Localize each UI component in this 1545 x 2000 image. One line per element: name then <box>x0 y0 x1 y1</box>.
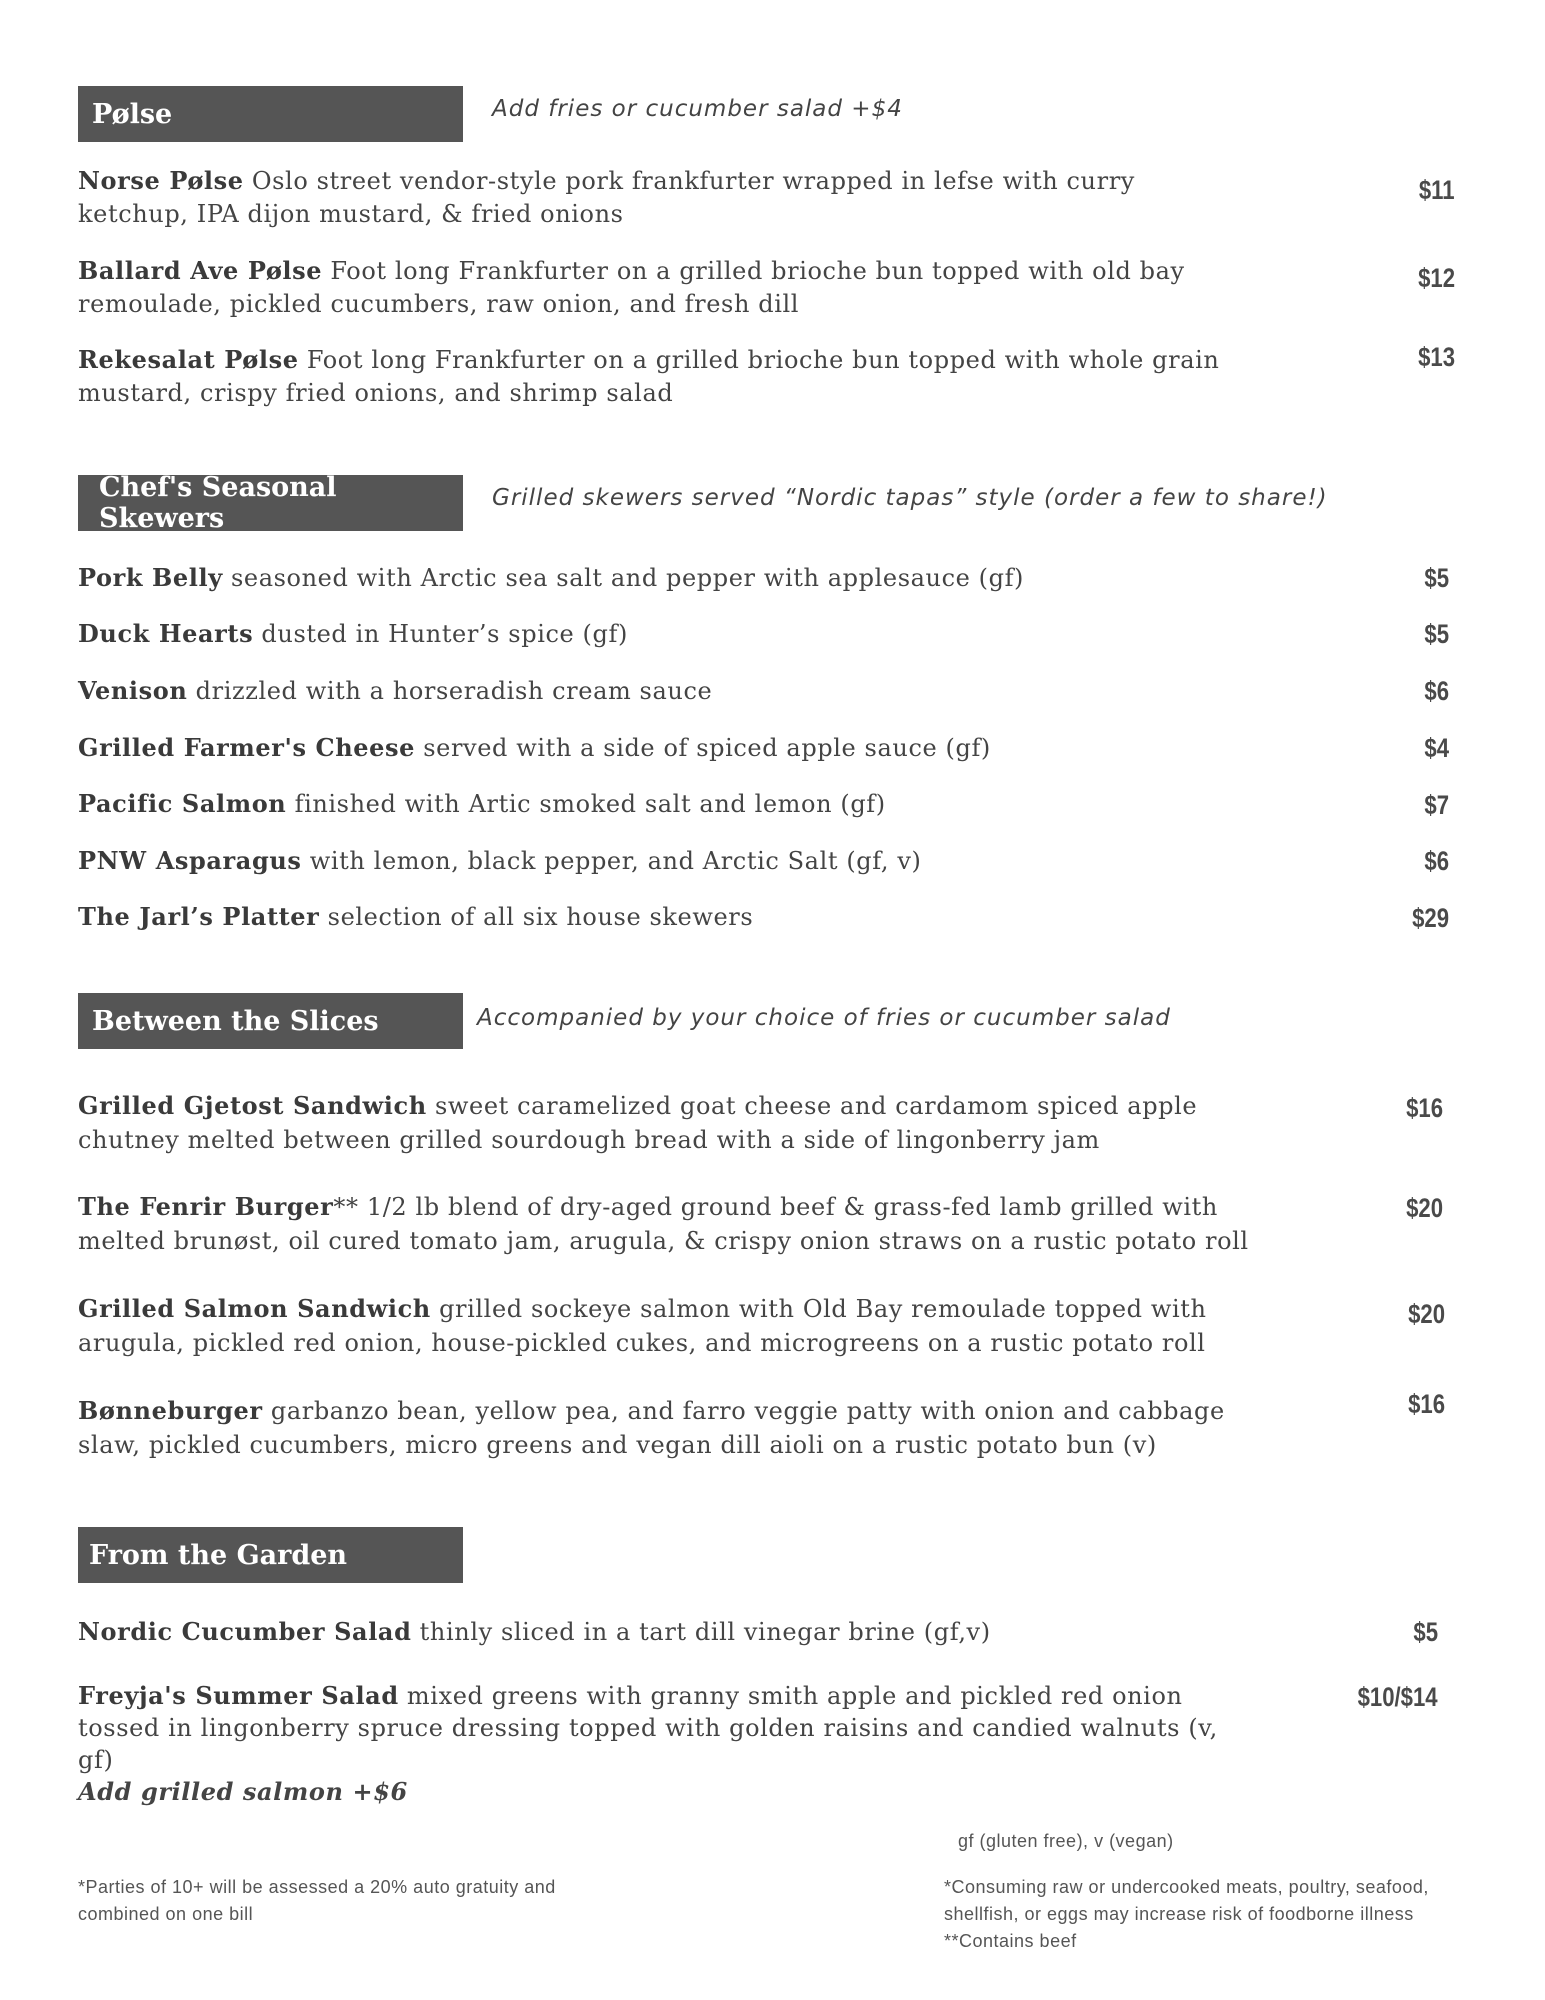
item-name: Venison <box>78 676 188 705</box>
gratuity-line: combined on one bill <box>78 1904 254 1924</box>
item-desc: served with a side of spiced apple sauce (gf) <box>415 734 991 762</box>
menu-item <box>78 254 1198 321</box>
section-note-polse: Add fries or cucumber salad +$4 <box>492 96 903 122</box>
item-price: $11 <box>1419 175 1455 205</box>
item-price: $5 <box>1424 619 1449 649</box>
item-price: $20 <box>1406 1193 1443 1223</box>
item-price: $7 <box>1424 790 1449 820</box>
item-name: The Jarl’s Platter <box>78 902 320 931</box>
menu-item <box>78 617 628 651</box>
item-desc: mixed greens with granny smith apple and pickled red onion tossed in lingonberry spruce dressing topped with golden raisins and candied walnuts (v, gf) <box>78 1682 1218 1774</box>
item-name: Bønneburger <box>78 1396 263 1425</box>
warning-line: *Consuming raw or undercooked meats, poultry, seafood, <box>944 1877 1429 1897</box>
item-name: Grilled Farmer's Cheese <box>78 733 416 762</box>
menu-item <box>78 1615 991 1649</box>
item-name: Rekesalat Pølse <box>78 345 299 374</box>
item-desc: thinly sliced in a tart dill vinegar brine (gf,v) <box>411 1618 991 1646</box>
item-desc: sweet caramelized goat cheese and cardamom spiced apple chutney melted between grilled sourdough bread with a side of lingonberry jam <box>78 1092 1198 1154</box>
item-name: Ballard Ave Pølse <box>78 256 323 285</box>
item-price: $6 <box>1424 846 1449 876</box>
menu-item <box>78 1089 1278 1157</box>
item-desc: garbanzo bean, yellow pea, and farro veggie patty with onion and cabbage slaw, pickled cucumbers, micro greens and vegan dill aioli on a rustic potato bun (v) <box>78 1397 1225 1459</box>
item-price: $16 <box>1408 1389 1445 1419</box>
item-name: Freyja's Summer Salad <box>78 1681 399 1710</box>
section-title-slices: Between the Slices <box>78 993 463 1049</box>
item-addon: Add grilled salmon +$6 <box>78 1777 408 1806</box>
item-name: Pork Belly <box>78 563 223 592</box>
item-desc: Oslo street vendor-style pork frankfurter wrapped in lefse with curry ketchup, IPA dijon mustard, & fried onions <box>78 167 1135 228</box>
warning-line: shellfish, or eggs may increase risk of foodborne illness <box>944 1904 1414 1924</box>
gratuity-note <box>78 1874 556 1928</box>
dietary-legend: gf (gluten free), v (vegan) <box>958 1831 1174 1851</box>
item-price: $13 <box>1418 342 1455 372</box>
item-price: $5 <box>1424 563 1449 593</box>
item-price: $29 <box>1412 903 1449 933</box>
item-name: The Fenrir Burger <box>78 1192 334 1221</box>
section-title-garden: From the Garden <box>78 1527 463 1583</box>
menu-item <box>78 164 1238 231</box>
item-price: $20 <box>1408 1299 1445 1329</box>
menu-item <box>78 1680 1228 1808</box>
item-desc: selection of all six house skewers <box>319 903 754 931</box>
item-price: $5 <box>1413 1617 1438 1647</box>
item-name: Norse Pølse <box>78 166 244 195</box>
item-name: PNW Asparagus <box>78 846 302 875</box>
item-desc: Foot long Frankfurter on a grilled brioche bun topped with old bay remoulade, pickled cucumbers, raw onion, and fresh dill <box>78 257 1185 318</box>
menu-item <box>78 900 753 934</box>
section-title-polse: Pølse <box>78 86 463 142</box>
item-desc: drizzled with a horseradish cream sauce <box>187 677 713 705</box>
menu-item <box>78 1394 1268 1462</box>
item-desc: seasoned with Arctic sea salt and pepper with applesauce (gf) <box>222 564 1025 592</box>
item-price: $12 <box>1418 263 1455 293</box>
item-desc: with lemon, black pepper, and Arctic Salt (gf, v) <box>301 847 922 875</box>
section-note-skewers: Grilled skewers served “Nordic tapas” style (order a few to share!) <box>492 485 1328 511</box>
item-name: Grilled Salmon Sandwich <box>78 1294 431 1323</box>
item-price: $16 <box>1406 1093 1443 1123</box>
menu-item <box>78 1190 1278 1258</box>
menu-item <box>78 787 886 821</box>
item-desc: dusted in Hunter’s spice (gf) <box>253 620 628 648</box>
consumption-warning <box>944 1874 1429 1955</box>
warning-line: **Contains beef <box>944 1931 1077 1951</box>
menu-item <box>78 561 1024 595</box>
item-name: Pacific Salmon <box>78 789 287 818</box>
menu-item <box>78 844 921 878</box>
menu-item <box>78 343 1238 410</box>
item-name: Duck Hearts <box>78 619 254 648</box>
menu-item <box>78 731 991 765</box>
item-desc: finished with Artic smoked salt and lemon (gf) <box>286 790 886 818</box>
item-desc: Foot long Frankfurter on a grilled brioche bun topped with whole grain mustard, crispy fried onions, and shrimp salad <box>78 346 1220 407</box>
item-price: $10/$14 <box>1357 1682 1438 1712</box>
item-price: $6 <box>1424 676 1449 706</box>
menu-item <box>78 674 712 708</box>
gratuity-line: *Parties of 10+ will be assessed a 20% auto gratuity and <box>78 1877 556 1897</box>
section-note-slices: Accompanied by your choice of fries or cucumber salad <box>477 1005 1171 1031</box>
item-desc: ** 1/2 lb blend of dry-aged ground beef & grass-fed lamb grilled with melted brunøst, oil cured tomato jam, arugula, & crispy onion straws on a rustic potato roll <box>78 1193 1249 1255</box>
item-name: Nordic Cucumber Salad <box>78 1617 412 1646</box>
item-price: $4 <box>1424 733 1449 763</box>
menu-item <box>78 1292 1293 1360</box>
item-name: Grilled Gjetost Sandwich <box>78 1091 427 1120</box>
section-title-skewers: Chef's Seasonal Skewers <box>78 475 463 531</box>
item-desc: grilled sockeye salmon with Old Bay remoulade topped with arugula, pickled red onion, house-pickled cukes, and microgreens on a rustic potato roll <box>78 1295 1207 1357</box>
